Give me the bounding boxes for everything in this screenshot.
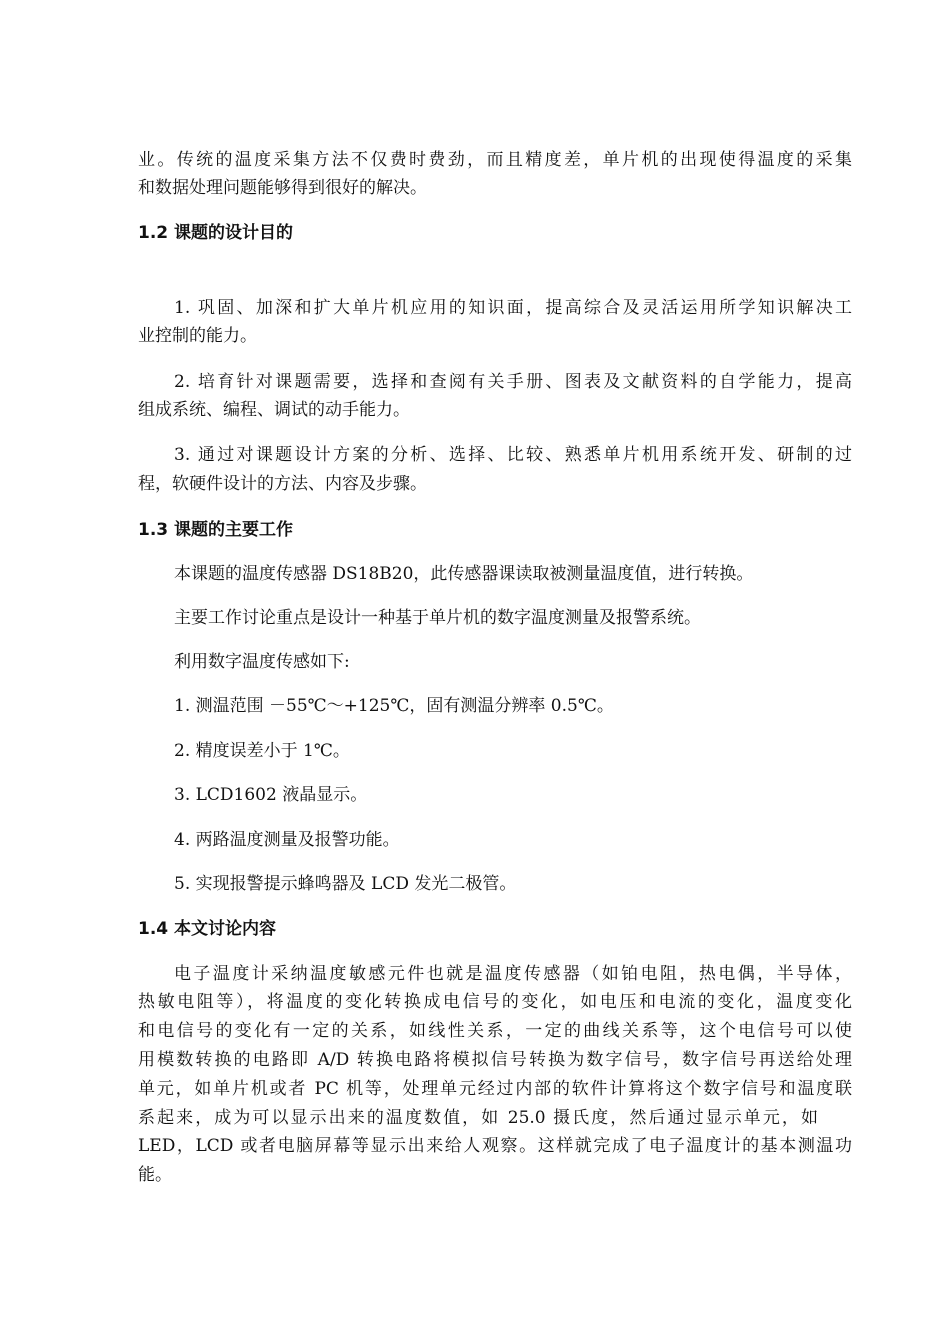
s12-item3-line1: 3. 通过对课题设计方案的分析、选择、比较、熟悉单片机用系统开发、研制的过 xyxy=(174,445,852,465)
list-item: 5. 实现报警提示蜂鸣器及 LCD 发光二极管。 xyxy=(174,874,517,894)
list-item: 4. 两路温度测量及报警功能。 xyxy=(174,830,400,850)
s13-paragraph-1: 本课题的温度传感器 DS18B20，此传感器课读取被测量温度值，进行转换。 xyxy=(174,564,754,584)
intro-line-2: 和数据处理问题能够得到很好的解决。 xyxy=(138,178,427,198)
intro-line-1: 业。传统的温度采集方法不仅费时费劲，而且精度差，单片机的出现使得温度的采集 xyxy=(138,150,852,170)
s14-line: 单元，如单片机或者 PC 机等，处理单元经过内部的软件计算将这个数字信号和温度联 xyxy=(138,1079,852,1099)
s13-paragraph-2: 主要工作讨论重点是设计一种基于单片机的数字温度测量及报警系统。 xyxy=(174,608,701,628)
s12-item2-line1: 2. 培育针对课题需要，选择和查阅有关手册、图表及文献资料的自学能力，提高 xyxy=(174,372,852,392)
s13-paragraph-3: 利用数字温度传感如下: xyxy=(174,652,350,672)
s12-item3-line2: 程，软硬件设计的方法、内容及步骤。 xyxy=(138,474,427,494)
s12-item1-line2: 业控制的能力。 xyxy=(138,326,257,346)
section-heading-1-4: 1.4 本文讨论内容 xyxy=(138,919,277,939)
list-item: 3. LCD1602 液晶显示。 xyxy=(174,785,368,805)
s14-line: 和电信号的变化有一定的关系，如线性关系，一定的曲线关系等，这个电信号可以使 xyxy=(138,1021,852,1041)
s14-line: LED，LCD 或者电脑屏幕等显示出来给人观察。这样就完成了电子温度计的基本测温功 xyxy=(138,1136,852,1156)
s14-line: 电子温度计采纳温度敏感元件也就是温度传感器（如铂电阻，热电偶，半导体， xyxy=(174,964,852,984)
s14-line: 用模数转换的电路即 A/D 转换电路将模拟信号转换为数字信号，数字信号再送给处理 xyxy=(138,1050,852,1070)
s14-line: 热敏电阻等），将温度的变化转换成电信号的变化，如电压和电流的变化，温度变化 xyxy=(138,992,852,1012)
section-heading-1-3: 1.3 课题的主要工作 xyxy=(138,520,294,540)
s12-item1-line1: 1. 巩固、加深和扩大单片机应用的知识面，提高综合及灵活运用所学知识解决工 xyxy=(174,298,852,318)
list-item: 2. 精度误差小于 1℃。 xyxy=(174,741,350,761)
s14-line: 能。 xyxy=(138,1165,172,1185)
list-item: 1. 测温范围 －55℃～+125℃，固有测温分辨率 0.5℃。 xyxy=(174,696,614,716)
s14-line: 系起来，成为可以显示出来的温度数值，如 25.0 摄氏度，然后通过显示单元，如 xyxy=(138,1108,818,1128)
section-heading-1-2: 1.2 课题的设计目的 xyxy=(138,223,294,243)
s12-item2-line2: 组成系统、编程、调试的动手能力。 xyxy=(138,400,410,420)
